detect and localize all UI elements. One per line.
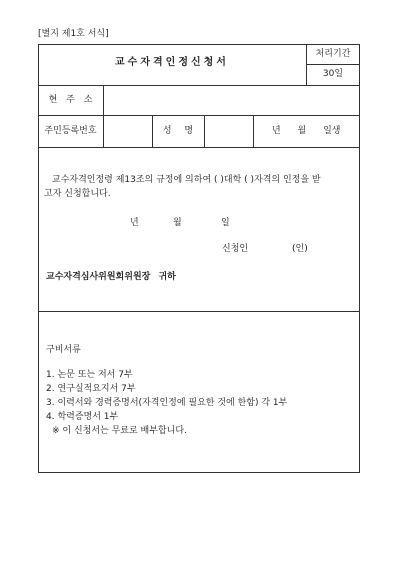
free-distribution-note: ※ 이 신청서는 무료로 배부합니다. (52, 426, 187, 436)
name-label-divider (204, 115, 205, 147)
form-border (38, 44, 360, 473)
document-item: 3. 이력서와 경력증명서(자격인정에 필요한 것에 한함) 각 1부 (46, 398, 288, 408)
name-label: 성 명 (162, 126, 194, 136)
form-label: [별지 제1호 서식] (38, 29, 109, 39)
date-day-label: 일 (221, 218, 230, 228)
birth-date-label: 년 월 일생 (272, 126, 341, 136)
document-item: 2. 연구실적요지서 7부 (46, 384, 136, 394)
statement-line-2: 고자 신청합니다. (44, 189, 111, 199)
documents-heading: 구비서류 (46, 345, 81, 355)
address-label: 현 주 소 (48, 95, 93, 105)
form-title: 교수자격인정신청서 (115, 57, 229, 68)
date-month-label: 월 (173, 218, 182, 228)
seal-mark: (인) (292, 244, 308, 254)
date-year-label: 년 (130, 218, 139, 228)
document-item: 4. 학력증명서 1부 (46, 412, 119, 422)
document-item: 1. 논문 또는 저서 7부 (46, 370, 133, 380)
processing-divider (306, 64, 360, 65)
addressee: 교수자격심사위원회위원장 귀하 (46, 272, 176, 282)
name-value-divider (253, 115, 254, 147)
id-row-bottom-line (38, 147, 360, 148)
statement-line-1: 교수자격인정령 제13조의 규정에 의하여 ( )대학 ( )자격의 인정을 받 (52, 175, 321, 185)
resident-id-label: 주민등록번호 (44, 126, 97, 136)
processing-period-label: 처리기간 (315, 49, 351, 59)
applicant-label: 신청인 (222, 244, 249, 254)
address-label-divider (103, 85, 104, 147)
statement-bottom-line (38, 311, 360, 312)
address-bottom-line (38, 115, 360, 116)
processing-period-value: 30일 (322, 69, 344, 79)
header-bottom-line (38, 85, 360, 86)
